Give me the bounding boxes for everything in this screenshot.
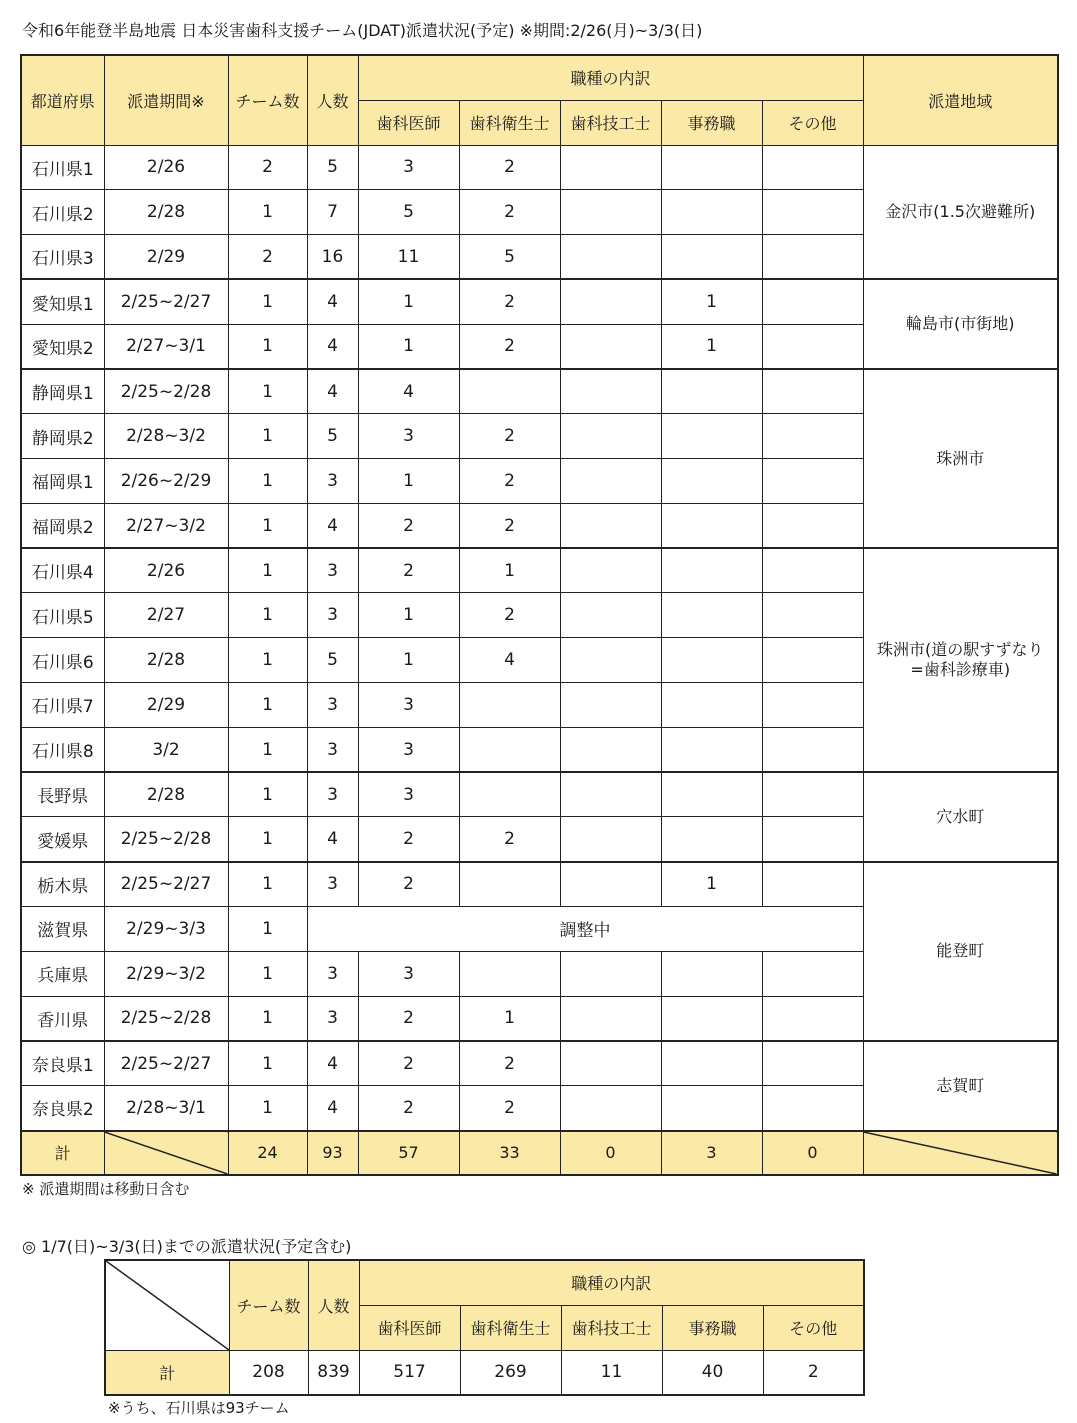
other-cell — [762, 593, 863, 638]
people-cell: 4 — [307, 324, 358, 369]
header-office: 事務職 — [661, 100, 762, 145]
total-teams: 24 — [228, 1131, 307, 1175]
teams-cell: 1 — [228, 279, 307, 324]
dentist-cell: 1 — [358, 324, 459, 369]
hygienist-cell: 2 — [459, 1086, 560, 1131]
prefecture-cell: 石川県1 — [21, 145, 104, 190]
period-cell: 2/25~2/28 — [104, 369, 228, 414]
people-cell: 3 — [307, 593, 358, 638]
period-cell: 2/29~3/3 — [104, 907, 228, 952]
total-period-diagonal — [104, 1131, 228, 1175]
total-people: 93 — [307, 1131, 358, 1175]
dentist-cell: 11 — [358, 235, 459, 280]
period-cell: 2/26 — [104, 548, 228, 593]
people-cell: 5 — [307, 414, 358, 459]
period-cell: 2/28~3/2 — [104, 414, 228, 459]
other-cell — [762, 638, 863, 683]
table-row — [21, 548, 1058, 593]
office-cell — [661, 548, 762, 593]
office-cell — [661, 1086, 762, 1131]
summary-technician: 11 — [561, 1350, 662, 1395]
prefecture-cell: 福岡県2 — [21, 503, 104, 548]
office-cell — [661, 235, 762, 280]
office-cell: 1 — [661, 862, 762, 907]
region-cell: 志賀町 — [863, 1041, 1058, 1131]
dentist-cell: 2 — [358, 862, 459, 907]
people-cell: 16 — [307, 235, 358, 280]
summary-header-dentist: 歯科医師 — [359, 1305, 460, 1350]
period-cell: 3/2 — [104, 727, 228, 772]
prefecture-cell: 石川県4 — [21, 548, 104, 593]
other-cell — [762, 235, 863, 280]
technician-cell — [560, 772, 661, 817]
header-teams: チーム数 — [228, 55, 307, 145]
other-cell — [762, 145, 863, 190]
teams-cell: 1 — [228, 324, 307, 369]
total-row — [21, 1131, 1058, 1175]
prefecture-cell: 栃木県 — [21, 862, 104, 907]
people-cell: 3 — [307, 996, 358, 1041]
office-cell — [661, 996, 762, 1041]
header-other: その他 — [762, 100, 863, 145]
summary-total-label: 計 — [105, 1350, 229, 1395]
other-cell — [762, 548, 863, 593]
dentist-cell: 3 — [358, 414, 459, 459]
dentist-cell: 2 — [358, 817, 459, 862]
header-people: 人数 — [307, 55, 358, 145]
prefecture-cell: 石川県6 — [21, 638, 104, 683]
people-cell: 3 — [307, 683, 358, 728]
header-dentist: 歯科医師 — [358, 100, 459, 145]
header-prefecture: 都道府県 — [21, 55, 104, 145]
dentist-cell: 2 — [358, 1041, 459, 1086]
people-cell: 4 — [307, 279, 358, 324]
prefecture-cell: 愛知県1 — [21, 279, 104, 324]
office-cell — [661, 1041, 762, 1086]
region-cell: 金沢市(1.5次避難所) — [863, 145, 1058, 279]
period-cell: 2/25~2/28 — [104, 817, 228, 862]
office-cell — [661, 817, 762, 862]
other-cell — [762, 996, 863, 1041]
other-cell — [762, 1086, 863, 1131]
technician-cell — [560, 817, 661, 862]
hygienist-cell: 2 — [459, 1041, 560, 1086]
people-cell: 4 — [307, 1041, 358, 1086]
period-cell: 2/26 — [104, 145, 228, 190]
prefecture-cell: 香川県 — [21, 996, 104, 1041]
other-cell — [762, 324, 863, 369]
prefecture-cell: 愛媛県 — [21, 817, 104, 862]
period-cell: 2/29 — [104, 683, 228, 728]
summary-other: 2 — [763, 1350, 864, 1395]
summary-header-technician: 歯科技工士 — [561, 1305, 662, 1350]
technician-cell — [560, 369, 661, 414]
prefecture-cell: 福岡県1 — [21, 459, 104, 504]
hygienist-cell: 2 — [459, 279, 560, 324]
technician-cell — [560, 1086, 661, 1131]
prefecture-cell: 静岡県1 — [21, 369, 104, 414]
region-cell: 穴水町 — [863, 772, 1058, 862]
period-cell: 2/27 — [104, 593, 228, 638]
prefecture-cell: 兵庫県 — [21, 951, 104, 996]
technician-cell — [560, 638, 661, 683]
technician-cell — [560, 503, 661, 548]
technician-cell — [560, 862, 661, 907]
people-cell: 3 — [307, 772, 358, 817]
prefecture-cell: 愛知県2 — [21, 324, 104, 369]
hygienist-cell: 5 — [459, 235, 560, 280]
region-cell: 輪島市(市街地) — [863, 279, 1058, 369]
dentist-cell: 3 — [358, 683, 459, 728]
summary-header-people: 人数 — [308, 1260, 359, 1350]
period-cell: 2/28 — [104, 772, 228, 817]
other-cell — [762, 279, 863, 324]
teams-cell: 1 — [228, 638, 307, 683]
total-label: 計 — [21, 1131, 104, 1175]
technician-cell — [560, 235, 661, 280]
teams-cell: 1 — [228, 951, 307, 996]
technician-cell — [560, 996, 661, 1041]
office-cell — [661, 683, 762, 728]
teams-cell: 2 — [228, 235, 307, 280]
ishikawa-note: ※うち、石川県は93チーム — [108, 1399, 290, 1417]
period-cell: 2/26~2/29 — [104, 459, 228, 504]
people-cell: 3 — [307, 727, 358, 772]
technician-cell — [560, 727, 661, 772]
other-cell — [762, 414, 863, 459]
total-hygienist: 33 — [459, 1131, 560, 1175]
teams-cell: 1 — [228, 503, 307, 548]
summary-people: 839 — [308, 1350, 359, 1395]
period-cell: 2/28~3/1 — [104, 1086, 228, 1131]
summary-header-office: 事務職 — [662, 1305, 763, 1350]
dentist-cell: 1 — [358, 638, 459, 683]
hygienist-cell: 2 — [459, 145, 560, 190]
other-cell — [762, 817, 863, 862]
office-cell — [661, 772, 762, 817]
total-region-diagonal — [863, 1131, 1058, 1175]
technician-cell — [560, 683, 661, 728]
teams-cell: 1 — [228, 369, 307, 414]
office-cell — [661, 369, 762, 414]
teams-cell: 1 — [228, 1086, 307, 1131]
prefecture-cell: 奈良県2 — [21, 1086, 104, 1131]
table-row — [21, 279, 1058, 324]
hygienist-cell — [459, 727, 560, 772]
hygienist-cell — [459, 862, 560, 907]
office-cell: 1 — [661, 279, 762, 324]
teams-cell: 1 — [228, 1041, 307, 1086]
office-cell — [661, 190, 762, 235]
teams-cell: 1 — [228, 190, 307, 235]
header-period: 派遣期間※ — [104, 55, 228, 145]
table-row — [21, 145, 1058, 190]
dentist-cell: 2 — [358, 1086, 459, 1131]
prefecture-cell: 長野県 — [21, 772, 104, 817]
hygienist-cell — [459, 951, 560, 996]
summary-header-teams: チーム数 — [229, 1260, 308, 1350]
people-cell: 4 — [307, 369, 358, 414]
people-cell: 3 — [307, 951, 358, 996]
hygienist-cell: 2 — [459, 414, 560, 459]
prefecture-cell: 滋賀県 — [21, 907, 104, 952]
teams-cell: 1 — [228, 862, 307, 907]
dentist-cell: 2 — [358, 503, 459, 548]
summary-header-hygienist: 歯科衛生士 — [460, 1305, 561, 1350]
people-cell: 5 — [307, 145, 358, 190]
period-cell: 2/27~3/2 — [104, 503, 228, 548]
period-cell: 2/29~3/2 — [104, 951, 228, 996]
people-cell: 3 — [307, 862, 358, 907]
other-cell — [762, 190, 863, 235]
total-other: 0 — [762, 1131, 863, 1175]
other-cell — [762, 772, 863, 817]
office-cell — [661, 145, 762, 190]
hygienist-cell: 2 — [459, 190, 560, 235]
prefecture-cell: 石川県5 — [21, 593, 104, 638]
teams-cell: 1 — [228, 817, 307, 862]
dentist-cell: 3 — [358, 951, 459, 996]
total-office: 3 — [661, 1131, 762, 1175]
other-cell — [762, 1041, 863, 1086]
teams-cell: 1 — [228, 683, 307, 728]
period-cell: 2/25~2/27 — [104, 279, 228, 324]
hygienist-cell: 2 — [459, 324, 560, 369]
header-hygienist: 歯科衛生士 — [459, 100, 560, 145]
technician-cell — [560, 548, 661, 593]
other-cell — [762, 503, 863, 548]
other-cell — [762, 369, 863, 414]
header-region: 派遣地域 — [863, 55, 1058, 145]
technician-cell — [560, 279, 661, 324]
hygienist-cell: 2 — [459, 593, 560, 638]
other-cell — [762, 727, 863, 772]
table-row — [21, 772, 1058, 817]
teams-cell: 1 — [228, 459, 307, 504]
summary-table — [104, 1259, 865, 1396]
table-row — [21, 862, 1058, 907]
teams-cell: 1 — [228, 593, 307, 638]
hygienist-cell: 2 — [459, 503, 560, 548]
region-cell: 能登町 — [863, 862, 1058, 1041]
dentist-cell: 3 — [358, 772, 459, 817]
technician-cell — [560, 459, 661, 504]
header-breakdown: 職種の内訳 — [358, 55, 863, 100]
technician-cell — [560, 190, 661, 235]
office-cell — [661, 414, 762, 459]
technician-cell — [560, 593, 661, 638]
people-cell: 5 — [307, 638, 358, 683]
page-title: 令和6年能登半島地震 日本災害歯科支援チーム(JDAT)派遣状況(予定) ※期間:2/26(月)~3/3(日) — [22, 21, 703, 40]
period-cell: 2/25~2/27 — [104, 862, 228, 907]
prefecture-cell: 石川県3 — [21, 235, 104, 280]
people-cell: 4 — [307, 503, 358, 548]
other-cell — [762, 951, 863, 996]
dentist-cell: 2 — [358, 996, 459, 1041]
summary-dentist: 517 — [359, 1350, 460, 1395]
dentist-cell: 1 — [358, 593, 459, 638]
dentist-cell: 5 — [358, 190, 459, 235]
summary-hygienist: 269 — [460, 1350, 561, 1395]
period-cell: 2/28 — [104, 190, 228, 235]
dentist-cell: 4 — [358, 369, 459, 414]
summary-diagonal-cell — [105, 1260, 229, 1350]
technician-cell — [560, 324, 661, 369]
prefecture-cell: 石川県8 — [21, 727, 104, 772]
teams-cell: 1 — [228, 727, 307, 772]
hygienist-cell: 2 — [459, 817, 560, 862]
prefecture-cell: 石川県7 — [21, 683, 104, 728]
teams-cell: 1 — [228, 772, 307, 817]
table-row — [21, 1041, 1058, 1086]
hygienist-cell: 4 — [459, 638, 560, 683]
office-cell — [661, 593, 762, 638]
teams-cell: 1 — [228, 907, 307, 952]
office-cell — [661, 727, 762, 772]
other-cell — [762, 683, 863, 728]
dispatch-table — [20, 54, 1059, 1176]
total-dentist: 57 — [358, 1131, 459, 1175]
period-cell: 2/27~3/1 — [104, 324, 228, 369]
prefecture-cell: 石川県2 — [21, 190, 104, 235]
summary-teams: 208 — [229, 1350, 308, 1395]
office-cell — [661, 459, 762, 504]
other-cell — [762, 862, 863, 907]
table-row — [21, 369, 1058, 414]
dentist-cell: 2 — [358, 548, 459, 593]
prefecture-cell: 静岡県2 — [21, 414, 104, 459]
summary-title: ◎ 1/7(日)~3/3(日)までの派遣状況(予定含む) — [22, 1237, 352, 1256]
teams-cell: 2 — [228, 145, 307, 190]
hygienist-cell: 1 — [459, 548, 560, 593]
period-cell: 2/28 — [104, 638, 228, 683]
dentist-cell: 3 — [358, 145, 459, 190]
period-cell: 2/25~2/27 — [104, 1041, 228, 1086]
summary-office: 40 — [662, 1350, 763, 1395]
dentist-cell: 1 — [358, 459, 459, 504]
people-cell: 4 — [307, 1086, 358, 1131]
technician-cell — [560, 951, 661, 996]
hygienist-cell — [459, 369, 560, 414]
people-cell: 4 — [307, 817, 358, 862]
teams-cell: 1 — [228, 414, 307, 459]
dentist-cell: 3 — [358, 727, 459, 772]
summary-header-breakdown: 職種の内訳 — [359, 1260, 864, 1305]
technician-cell — [560, 1041, 661, 1086]
people-cell: 7 — [307, 190, 358, 235]
region-cell: 珠洲市(道の駅すずなり =歯科診療車) — [863, 548, 1058, 772]
teams-cell: 1 — [228, 996, 307, 1041]
technician-cell — [560, 414, 661, 459]
period-cell: 2/29 — [104, 235, 228, 280]
hygienist-cell — [459, 683, 560, 728]
total-technician: 0 — [560, 1131, 661, 1175]
office-cell — [661, 638, 762, 683]
office-cell — [661, 503, 762, 548]
office-cell — [661, 951, 762, 996]
office-cell: 1 — [661, 324, 762, 369]
people-cell: 3 — [307, 548, 358, 593]
hygienist-cell: 1 — [459, 996, 560, 1041]
period-note: ※ 派遣期間は移動日含む — [22, 1180, 190, 1198]
period-cell: 2/25~2/28 — [104, 996, 228, 1041]
teams-cell: 1 — [228, 548, 307, 593]
header-technician: 歯科技工士 — [560, 100, 661, 145]
people-cell: 3 — [307, 459, 358, 504]
other-cell — [762, 459, 863, 504]
hygienist-cell: 2 — [459, 459, 560, 504]
region-cell: 珠洲市 — [863, 369, 1058, 548]
adjusting-cell: 調整中 — [307, 907, 863, 952]
hygienist-cell — [459, 772, 560, 817]
dentist-cell: 1 — [358, 279, 459, 324]
technician-cell — [560, 145, 661, 190]
summary-header-other: その他 — [763, 1305, 864, 1350]
prefecture-cell: 奈良県1 — [21, 1041, 104, 1086]
